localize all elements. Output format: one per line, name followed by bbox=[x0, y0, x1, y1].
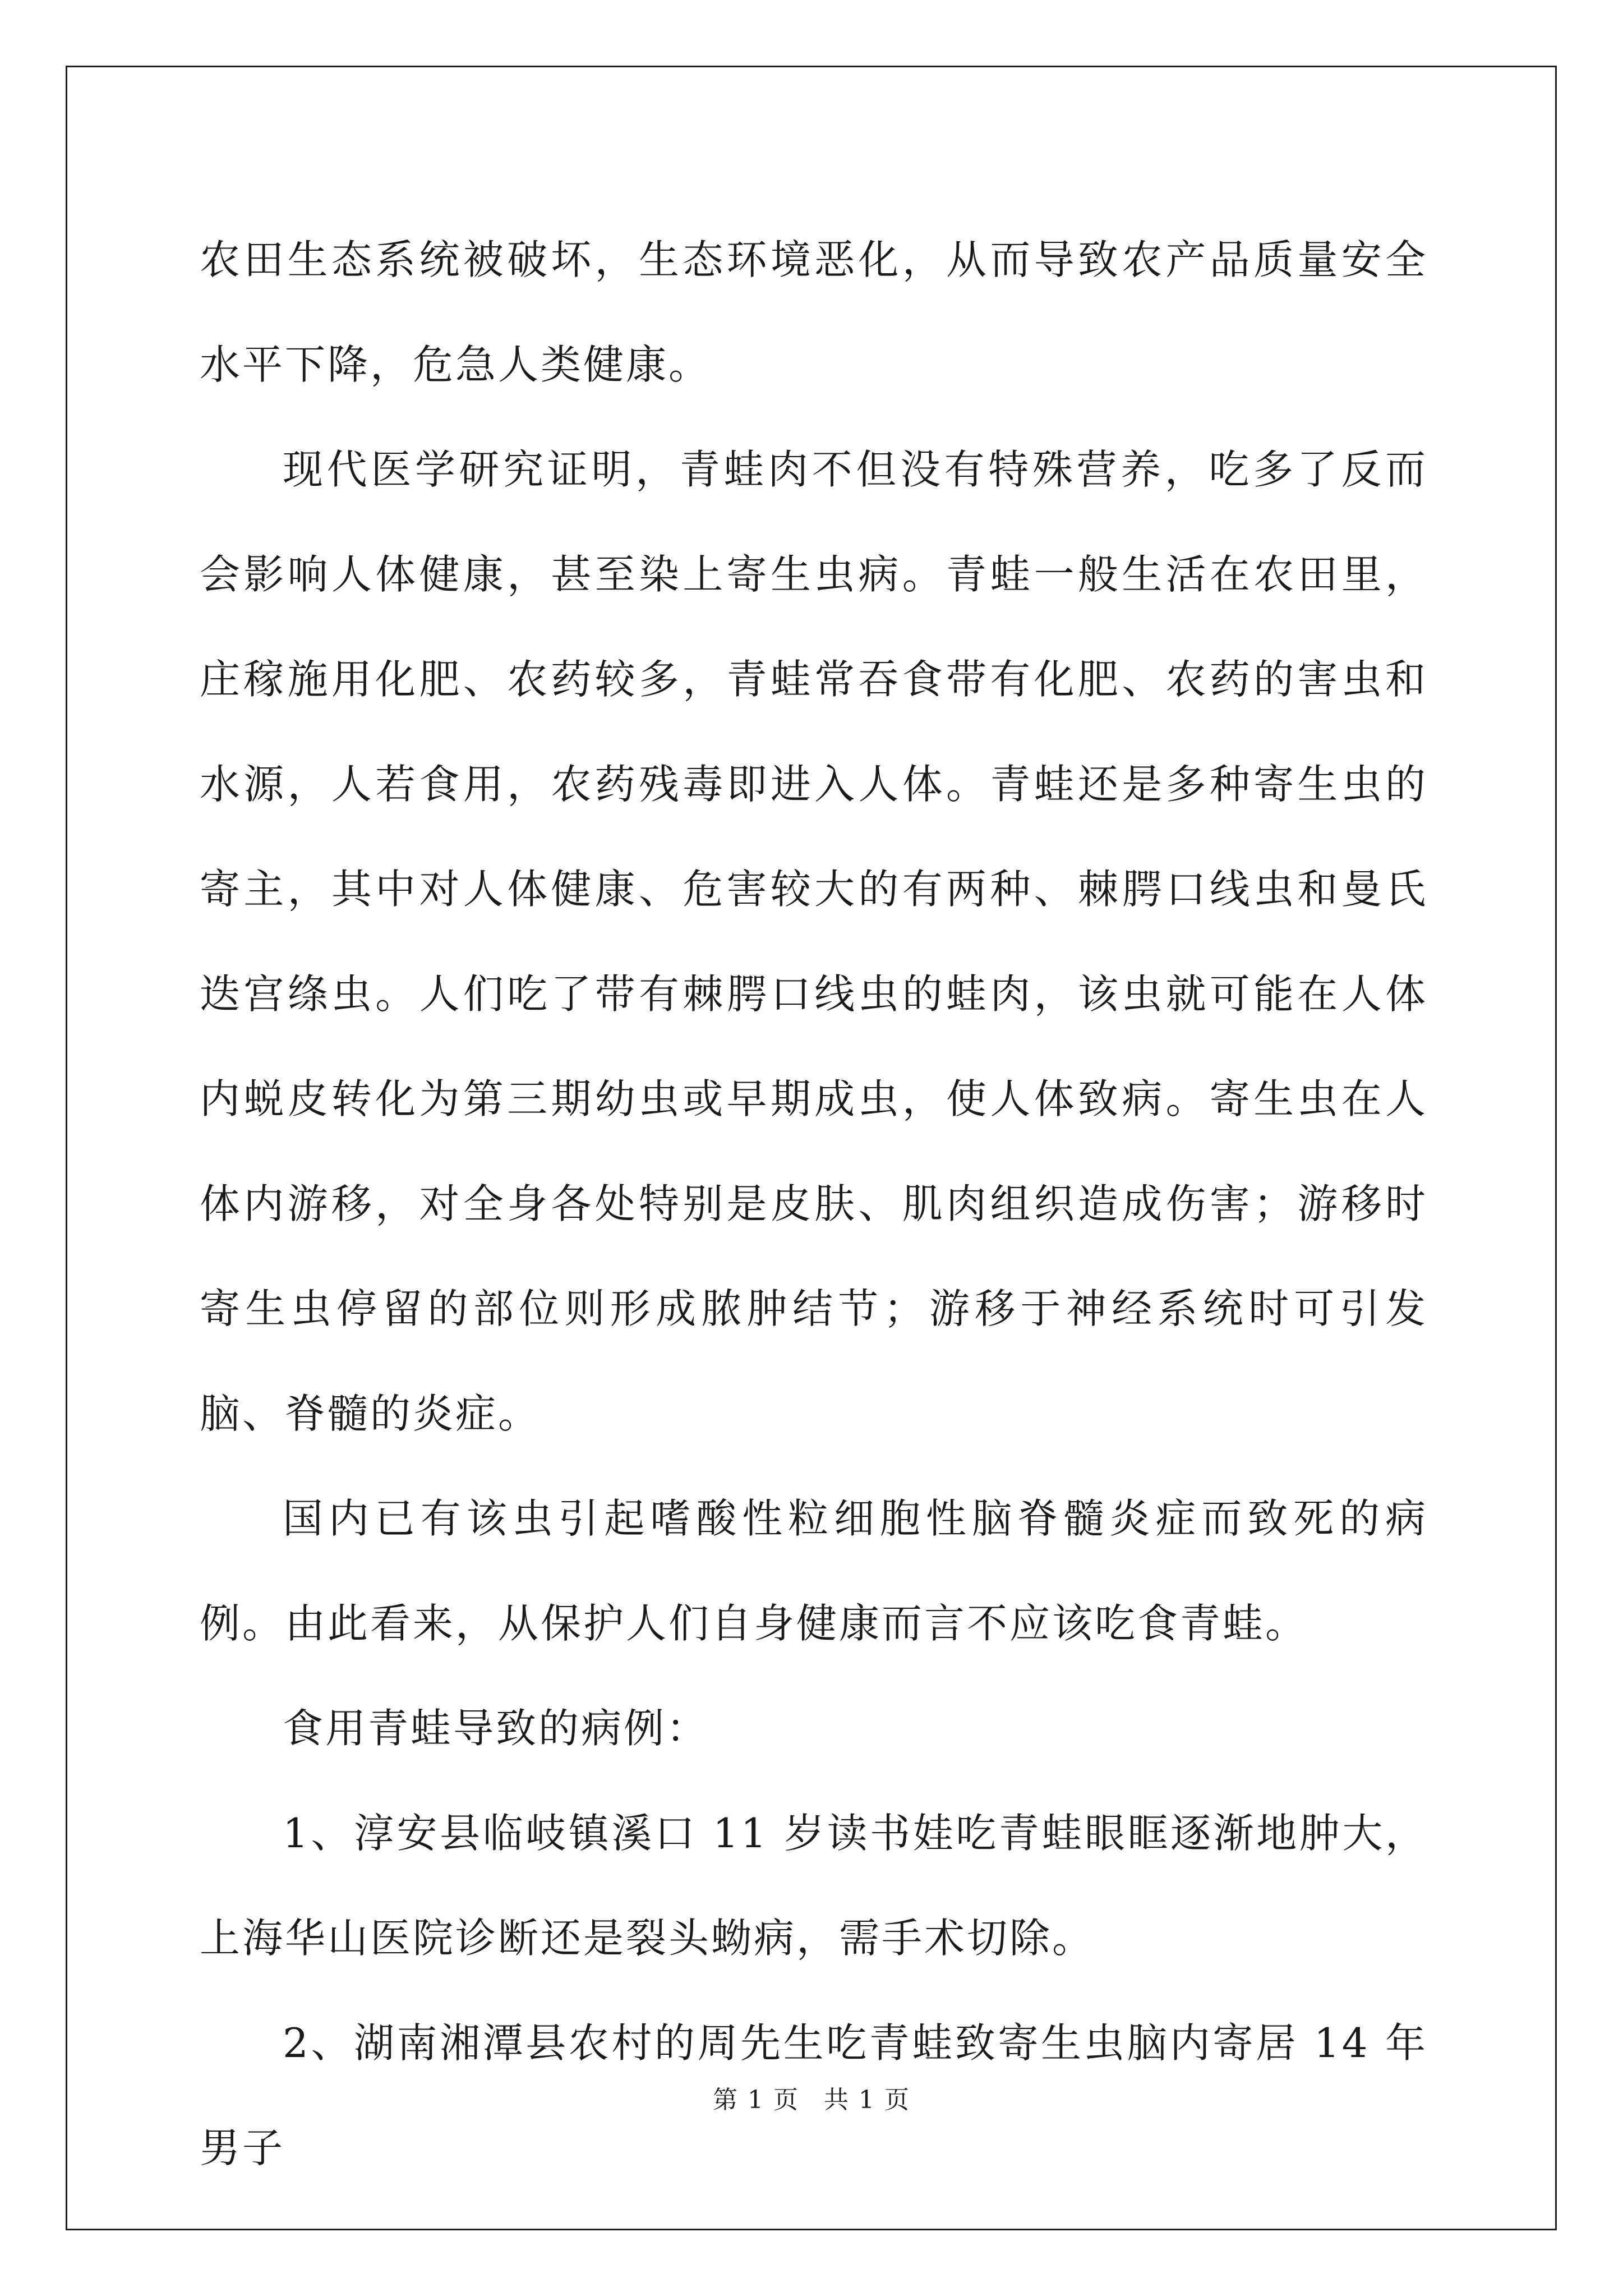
paragraph-3: 国内已有该虫引起嗜酸性粒细胞性脑脊髓炎症而致死的病例。由此看来，从保护人们自身健康而言不应该吃食青蛙。 bbox=[200, 1495, 1428, 1647]
document-body bbox=[200, 208, 1428, 2201]
paragraph-4: 食用青蛙导致的病例： bbox=[283, 1705, 709, 1752]
page-total: 共 1 页 bbox=[824, 2086, 910, 2114]
paragraph-5: 1、淳安县临岐镇溪口 11 岁读书娃吃青蛙眼眶逐渐地肿大，上海华山医院诊断还是裂头蚴病，需手术切除。 bbox=[200, 1810, 1428, 1962]
page-footer bbox=[0, 2083, 1623, 2117]
paragraph-2: 现代医学研究证明，青蛙肉不但没有特殊营养，吃多了反而会影响人体健康，甚至染上寄生虫病。青蛙一般生活在农田里，庄稼施用化肥、农药较多，青蛙常吞食带有化肥、农药的害虫和水源，人若食用，农药残毒即进入人体。青蛙还是多种寄生虫的寄主，其中对人体健康、危害较大的有两种、棘腭口线虫和曼氏迭宫绦虫。人们吃了带有棘腭口线虫的蛙肉，该虫就可能在人体内蜕皮转化为第三期幼虫或早期成虫，使人体致病。寄生虫在人体内游移，对全身各处特别是皮肤、肌肉组织造成伤害；游移时寄生虫停留的部位则形成脓肿结节；游移于神经系统时可引发脑、脊髓的炎症。 bbox=[200, 446, 1428, 1437]
page-number: 第 1 页 bbox=[713, 2086, 799, 2114]
paragraph-1: 农田生态系统被破坏，生态环境恶化，从而导致农产品质量安全水平下降，危急人类健康。 bbox=[200, 236, 1428, 388]
paragraph-6: 2、湖南湘潭县农村的周先生吃青蛙致寄生虫脑内寄居 14 年 男子 bbox=[200, 2019, 1428, 2171]
